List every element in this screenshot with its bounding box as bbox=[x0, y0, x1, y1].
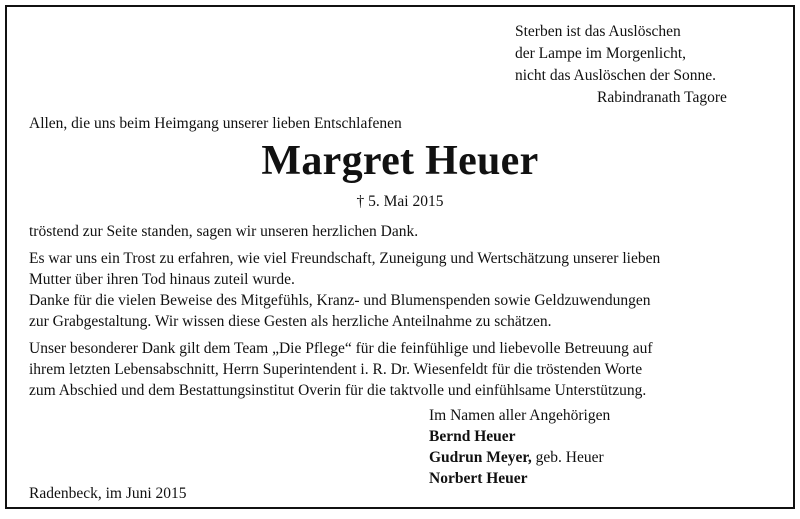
signature-block bbox=[429, 405, 610, 489]
text-line: Mutter über ihren Tod hinaus zuteil wurde. bbox=[29, 271, 295, 288]
text-line: zur Grabgestaltung. Wir wissen diese Gesten als herzliche Anteilnahme zu schätzen. bbox=[29, 313, 552, 330]
quote-author: Rabindranath Tagore bbox=[597, 89, 727, 106]
text-line: zum Abschied und dem Bestattungsinstitut Overin für die taktvolle und einfühlsame Unterstützung. bbox=[29, 382, 647, 399]
death-date: † 5. Mai 2015 bbox=[356, 193, 444, 210]
paragraph bbox=[29, 221, 777, 242]
place-date: Radenbeck, im Juni 2015 bbox=[29, 485, 187, 502]
thanks-text bbox=[29, 221, 777, 401]
signer-name: Gudrun Meyer, bbox=[429, 449, 532, 466]
intro-text: Allen, die uns beim Heimgang unserer lieben Entschlafenen bbox=[29, 115, 402, 132]
signer-name: Bernd Heuer bbox=[429, 428, 516, 445]
quote-block bbox=[515, 21, 785, 109]
text-line: ihrem letzten Lebensabschnitt, Herrn Superintendent i. R. Dr. Wiesenfeldt für die tröstenden Worte bbox=[29, 361, 643, 378]
text-line: Unser besonderer Dank gilt dem Team „Die Pflege“ für die feinfühlige und liebevolle Betreuung auf bbox=[29, 340, 653, 357]
text-line: tröstend zur Seite standen, sagen wir unseren herzlichen Dank. bbox=[29, 223, 419, 240]
text-line: Danke für die vielen Beweise des Mitgefühls, Kranz- und Blumenspenden sowie Geldzuwendungen bbox=[29, 292, 651, 309]
signer-name: Norbert Heuer bbox=[429, 470, 528, 487]
signature-heading: Im Namen aller Angehörigen bbox=[429, 407, 611, 424]
signer bbox=[429, 468, 610, 489]
signer bbox=[429, 426, 610, 447]
obituary-notice bbox=[5, 5, 795, 509]
paragraph bbox=[29, 338, 777, 401]
quote-line: der Lampe im Morgenlicht, bbox=[515, 45, 687, 62]
text-line: Es war uns ein Trost zu erfahren, wie viel Freundschaft, Zuneigung und Wertschätzung unserer lieben bbox=[29, 250, 661, 267]
deceased-name: Margret Heuer bbox=[261, 138, 539, 184]
signer bbox=[429, 447, 610, 468]
signer-suffix: geb. Heuer bbox=[531, 449, 604, 466]
quote-line: Sterben ist das Auslöschen bbox=[515, 23, 681, 40]
quote-line: nicht das Auslöschen der Sonne. bbox=[515, 67, 717, 84]
paragraph bbox=[29, 248, 777, 332]
